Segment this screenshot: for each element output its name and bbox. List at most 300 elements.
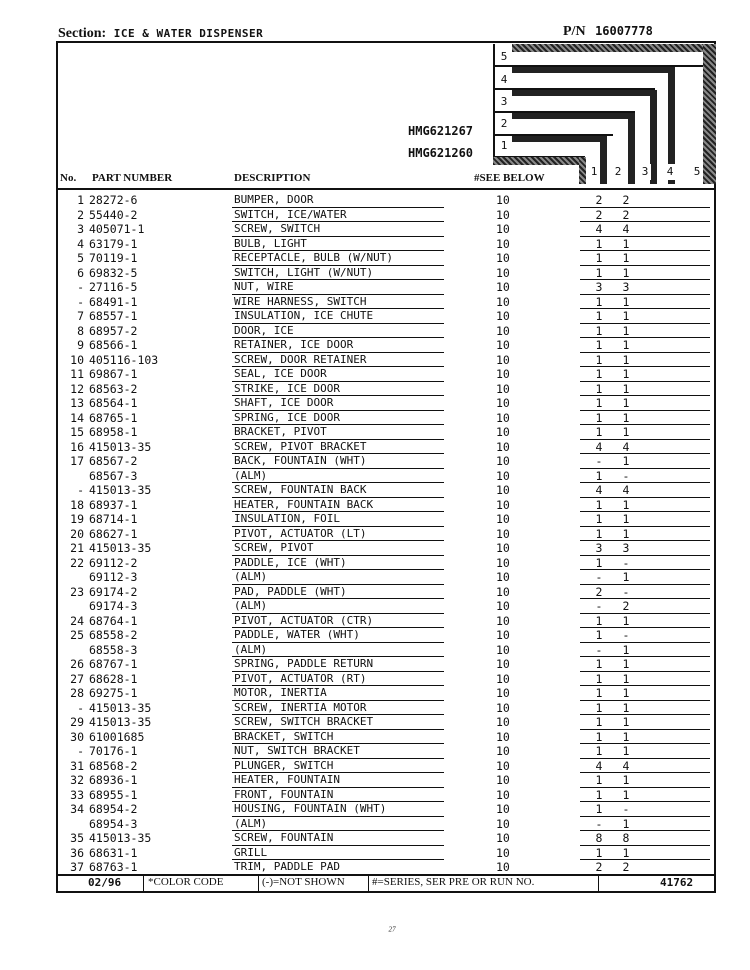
description: WIRE HARNESS, SWITCH	[234, 294, 367, 308]
step-1: 1	[497, 138, 511, 154]
table-row	[56, 860, 716, 875]
col-description: DESCRIPTION	[234, 172, 311, 184]
table-row	[56, 817, 716, 832]
qty-model-2: 1	[622, 323, 630, 338]
series-ref: 10	[496, 497, 510, 512]
part-number: 69112-3	[89, 570, 138, 584]
item-number: 21	[70, 541, 84, 555]
item-number: 15	[70, 425, 84, 439]
qty-model-2: 4	[622, 222, 630, 236]
item-number: 35	[70, 831, 84, 845]
qty-model-1: 4	[595, 758, 603, 773]
series-ref: 10	[496, 628, 510, 642]
description: PIVOT, ACTUATOR (LT)	[234, 526, 367, 540]
part-number: 68567-3	[89, 468, 138, 483]
description: DOOR, ICE	[234, 323, 294, 337]
series-ref: 10	[496, 236, 510, 251]
item-number: 22	[70, 555, 84, 570]
qty-model-1: 4	[595, 439, 603, 454]
qty-model-2: 1	[622, 715, 630, 729]
series-ref: 10	[496, 410, 510, 425]
item-number: 17	[70, 454, 84, 468]
series-ref: 10	[496, 671, 510, 686]
series-ref: 10	[496, 599, 510, 613]
item-number: 24	[70, 613, 84, 628]
qty-model-2: 1	[622, 671, 630, 686]
description: GRILL	[234, 845, 268, 859]
item-number: 1	[77, 193, 84, 207]
qty-model-2: 1	[622, 236, 630, 251]
description: SCREW, SWITCH	[234, 222, 321, 235]
qty-model-1: 1	[595, 526, 603, 541]
table-row	[56, 237, 716, 252]
item-number: 34	[70, 802, 84, 816]
table-row	[56, 744, 716, 759]
table-row	[56, 585, 716, 600]
description: HEATER, FOUNTAIN BACK	[234, 497, 374, 511]
part-number: 55440-2	[89, 207, 138, 222]
qty-model-1: 8	[595, 831, 603, 845]
part-number: 405116-103	[89, 352, 159, 367]
qty-model-1: 1	[595, 628, 603, 642]
table-row	[56, 570, 716, 585]
item-number: 32	[70, 773, 84, 787]
qty-model-2: 1	[622, 425, 630, 439]
qty-model-1: 1	[595, 512, 603, 526]
description: PADDLE, ICE (WHT)	[234, 555, 347, 569]
series-ref: 10	[496, 613, 510, 628]
item-number: 10	[70, 352, 84, 367]
part-number: 68937-1	[89, 497, 138, 512]
table-row	[56, 730, 716, 745]
description: FRONT, FOUNTAIN	[234, 787, 334, 801]
item-number: 9	[77, 338, 84, 352]
part-number: 69832-5	[89, 265, 138, 280]
pn-label: P/N	[563, 24, 586, 39]
qty-model-2: -	[622, 468, 630, 483]
description: SPRING, PADDLE RETURN	[234, 657, 374, 670]
qty-model-1: 1	[595, 396, 603, 410]
qty-model-2: 1	[622, 381, 630, 396]
series-ref: 10	[496, 729, 510, 744]
part-number: 61001685	[89, 729, 145, 744]
series-ref: 10	[496, 831, 510, 845]
series-ref: 10	[496, 787, 510, 802]
description: INSULATION, ICE CHUTE	[234, 309, 374, 322]
qty-model-1: 2	[595, 207, 603, 222]
part-number: 69112-2	[89, 555, 138, 570]
col-no: No.	[60, 172, 77, 184]
description: RETAINER, ICE DOOR	[234, 338, 354, 351]
item-number: 13	[70, 396, 84, 410]
part-number: 68936-1	[89, 773, 138, 787]
table-row	[56, 382, 716, 397]
qty-model-2: 1	[622, 686, 630, 700]
qty-model-1: 3	[595, 541, 603, 555]
series-ref: 10	[496, 425, 510, 439]
qty-model-1: 2	[595, 584, 603, 599]
part-number: 27116-5	[89, 280, 138, 294]
item-number: 16	[70, 439, 84, 454]
table-row	[56, 208, 716, 223]
part-number: 68714-1	[89, 512, 138, 526]
qty-model-2: 1	[622, 570, 630, 584]
qty-model-1: 1	[595, 468, 603, 483]
qty-model-2: 2	[622, 599, 630, 613]
qty-model-1: -	[595, 642, 603, 657]
table-row	[56, 411, 716, 426]
qty-model-2: 2	[622, 207, 630, 222]
table-row	[56, 657, 716, 672]
item-number: 25	[70, 628, 84, 642]
qty-model-2: 8	[622, 831, 630, 845]
item-number: 3	[77, 222, 84, 236]
series-ref: 10	[496, 541, 510, 555]
series-ref: 10	[496, 454, 510, 468]
description: SWITCH, ICE/WATER	[234, 207, 347, 221]
part-number: 415013-35	[89, 541, 152, 555]
table-row	[56, 846, 716, 861]
qty-model-2: -	[622, 584, 630, 599]
description: (ALM)	[234, 642, 268, 656]
item-number: 11	[70, 367, 84, 381]
part-number: 68767-1	[89, 657, 138, 671]
section-label: Section:	[58, 26, 107, 41]
table-row	[56, 541, 716, 556]
table-row	[56, 773, 716, 788]
description: SCREW, DOOR RETAINER	[234, 352, 367, 366]
series-ref: 10	[496, 381, 510, 396]
item-number: 2	[77, 207, 84, 222]
description: SCREW, PIVOT BRACKET	[234, 439, 367, 453]
model-number-1: HMG621267	[408, 124, 474, 138]
series-ref: 10	[496, 526, 510, 541]
series-ref: 10	[496, 555, 510, 570]
item-number: -	[77, 483, 84, 497]
table-row	[56, 454, 716, 469]
description: PIVOT, ACTUATOR (CTR)	[234, 613, 374, 627]
qty-model-1: 1	[595, 236, 603, 251]
qty-model-2: 2	[622, 860, 630, 874]
qty-model-1: 1	[595, 657, 603, 671]
table-row	[56, 686, 716, 701]
part-number: 69174-2	[89, 584, 138, 599]
qty-model-1: 1	[595, 715, 603, 729]
description: SEAL, ICE DOOR	[234, 367, 327, 380]
series-ref: 10	[496, 816, 510, 831]
description: INSULATION, FOIL	[234, 512, 340, 525]
part-number: 63179-1	[89, 236, 138, 251]
footer-series-note: #=SERIES, SER PRE OR RUN NO.	[372, 876, 535, 888]
item-number: 7	[77, 309, 84, 323]
pn-value: 16007778	[595, 24, 653, 38]
item-number: 23	[70, 584, 84, 599]
col-see-below: #SEE BELOW	[474, 172, 545, 184]
item-number: 5	[77, 251, 84, 265]
qty-model-1: -	[595, 816, 603, 831]
qty-model-1: 1	[595, 367, 603, 381]
part-number: 68631-1	[89, 845, 138, 860]
qty-model-2: 1	[622, 367, 630, 381]
part-number: 69174-3	[89, 599, 138, 613]
qty-model-1: 1	[595, 323, 603, 338]
series-ref: 10	[496, 280, 510, 294]
series-ref: 10	[496, 642, 510, 657]
description: STRIKE, ICE DOOR	[234, 381, 340, 395]
table-row	[56, 266, 716, 281]
column-header-row	[0, 0, 750, 200]
step-2: 2	[497, 116, 511, 132]
part-number: 68558-3	[89, 642, 138, 657]
table-row	[56, 309, 716, 324]
part-number: 68763-1	[89, 860, 138, 874]
col-1: 1	[588, 164, 600, 180]
item-number: 27	[70, 671, 84, 686]
part-number: 68954-2	[89, 802, 138, 816]
table-row	[56, 295, 716, 310]
table-row	[56, 527, 716, 542]
qty-model-2: 1	[622, 845, 630, 860]
series-ref: 10	[496, 367, 510, 381]
series-ref: 10	[496, 265, 510, 280]
description: BRACKET, PIVOT	[234, 425, 327, 438]
table-row	[56, 701, 716, 716]
description: SPRING, ICE DOOR	[234, 410, 340, 424]
part-number: 69867-1	[89, 367, 138, 381]
table-row	[56, 469, 716, 484]
part-number: 68628-1	[89, 671, 138, 686]
table-row	[56, 556, 716, 571]
qty-model-2: 4	[622, 439, 630, 454]
item-number: 30	[70, 729, 84, 744]
qty-model-1: -	[595, 454, 603, 468]
item-number: 4	[77, 236, 84, 251]
qty-model-2: 4	[622, 758, 630, 773]
qty-model-1: 1	[595, 251, 603, 265]
qty-model-2: 1	[622, 787, 630, 802]
description: MOTOR, INERTIA	[234, 686, 327, 699]
step-5: 5	[497, 49, 511, 65]
part-number: 405071-1	[89, 222, 145, 236]
description: (ALM)	[234, 599, 268, 612]
qty-model-1: 2	[595, 860, 603, 874]
qty-model-1: 1	[595, 294, 603, 309]
qty-model-1: 1	[595, 352, 603, 367]
item-number: 37	[70, 860, 84, 874]
qty-model-2: 1	[622, 642, 630, 657]
item-number: 36	[70, 845, 84, 860]
part-number: 415013-35	[89, 700, 152, 715]
qty-model-1: 4	[595, 483, 603, 497]
item-number: -	[77, 700, 84, 715]
part-number: 68955-1	[89, 787, 138, 802]
table-row	[56, 498, 716, 513]
series-ref: 10	[496, 715, 510, 729]
qty-model-2: 1	[622, 352, 630, 367]
series-ref: 10	[496, 860, 510, 874]
item-number: 6	[77, 265, 84, 280]
series-ref: 10	[496, 512, 510, 526]
qty-model-1: 1	[595, 381, 603, 396]
table-row	[56, 193, 716, 208]
item-number: 19	[70, 512, 84, 526]
footer-doc-number: 41762	[660, 876, 694, 889]
qty-model-2: 1	[622, 497, 630, 512]
part-number: 415013-35	[89, 439, 152, 454]
table-row	[56, 715, 716, 730]
series-ref: 10	[496, 207, 510, 222]
description: SWITCH, LIGHT (W/NUT)	[234, 265, 374, 279]
series-ref: 10	[496, 758, 510, 773]
description: HEATER, FOUNTAIN	[234, 773, 340, 786]
qty-model-2: 1	[622, 454, 630, 468]
col-part-number: PART NUMBER	[92, 172, 173, 184]
step-4: 4	[497, 72, 511, 88]
part-number: 68958-1	[89, 425, 138, 439]
qty-model-1: 1	[595, 425, 603, 439]
qty-model-2: 1	[622, 700, 630, 715]
series-ref: 10	[496, 468, 510, 483]
description: BRACKET, SWITCH	[234, 729, 334, 743]
part-number: 68566-1	[89, 338, 138, 352]
table-row	[56, 367, 716, 382]
qty-model-1: 1	[595, 700, 603, 715]
footer-color-code: *COLOR CODE	[148, 876, 224, 888]
qty-model-2: 1	[622, 526, 630, 541]
parts-list	[56, 193, 716, 875]
description: PADDLE, WATER (WHT)	[234, 628, 360, 641]
part-number: 415013-35	[89, 715, 152, 729]
table-row	[56, 599, 716, 614]
table-row	[56, 353, 716, 368]
series-ref: 10	[496, 251, 510, 265]
qty-model-2: 1	[622, 410, 630, 425]
table-row	[56, 614, 716, 629]
part-number: 68627-1	[89, 526, 138, 541]
description: NUT, SWITCH BRACKET	[234, 744, 360, 757]
item-number: -	[77, 744, 84, 758]
description: TRIM, PADDLE PAD	[234, 860, 340, 873]
qty-model-1: -	[595, 570, 603, 584]
table-row	[56, 338, 716, 353]
part-number: 68764-1	[89, 613, 138, 628]
part-number: 68563-2	[89, 381, 138, 396]
series-ref: 10	[496, 845, 510, 860]
table-row	[56, 280, 716, 295]
qty-model-1: 1	[595, 744, 603, 758]
section-value: ICE & WATER DISPENSER	[113, 27, 264, 40]
description: RECEPTACLE, BULB (W/NUT)	[234, 251, 393, 264]
col-2: 2	[612, 164, 624, 180]
part-number: 68564-1	[89, 396, 138, 410]
table-row	[56, 483, 716, 498]
qty-model-2: 1	[622, 512, 630, 526]
part-number: 68567-2	[89, 454, 138, 468]
part-number: 68491-1	[89, 294, 138, 309]
qty-model-1: 1	[595, 729, 603, 744]
item-number: 26	[70, 657, 84, 671]
description: (ALM)	[234, 570, 268, 583]
series-ref: 10	[496, 222, 510, 236]
qty-model-2: 3	[622, 280, 630, 294]
qty-model-1: 1	[595, 309, 603, 323]
table-row	[56, 425, 716, 440]
qty-model-2: -	[622, 628, 630, 642]
item-number: 8	[77, 323, 84, 338]
qty-model-2: 1	[622, 294, 630, 309]
series-ref: 10	[496, 396, 510, 410]
part-number: 68557-1	[89, 309, 138, 323]
part-number: 415013-35	[89, 831, 152, 845]
series-ref: 10	[496, 657, 510, 671]
description: PIVOT, ACTUATOR (RT)	[234, 671, 367, 685]
col-5: 5	[691, 164, 703, 180]
qty-model-1: 1	[595, 686, 603, 700]
series-ref: 10	[496, 323, 510, 338]
description: PLUNGER, SWITCH	[234, 758, 334, 772]
footer-date: 02/96	[88, 876, 122, 889]
step-3: 3	[497, 94, 511, 110]
qty-model-1: 1	[595, 845, 603, 860]
description: SCREW, INERTIA MOTOR	[234, 700, 367, 714]
qty-model-1: 1	[595, 497, 603, 512]
item-number: 12	[70, 381, 84, 396]
description: BULB, LIGHT	[234, 236, 307, 250]
table-row	[56, 396, 716, 411]
qty-model-2: 4	[622, 483, 630, 497]
description: BUMPER, DOOR	[234, 193, 314, 206]
table-row	[56, 643, 716, 658]
qty-model-2: -	[622, 802, 630, 816]
series-ref: 10	[496, 744, 510, 758]
qty-model-2: 1	[622, 251, 630, 265]
table-row	[56, 512, 716, 527]
part-number: 69275-1	[89, 686, 138, 700]
qty-model-1: 1	[595, 773, 603, 787]
table-row	[56, 440, 716, 455]
part-number: 70176-1	[89, 744, 138, 758]
qty-model-2: 3	[622, 541, 630, 555]
description: NUT, WIRE	[234, 280, 294, 293]
description: SHAFT, ICE DOOR	[234, 396, 334, 409]
series-ref: 10	[496, 338, 510, 352]
part-number: 28272-6	[89, 193, 138, 207]
series-ref: 10	[496, 193, 510, 207]
qty-model-1: 1	[595, 613, 603, 628]
table-row	[56, 802, 716, 817]
part-number: 68568-2	[89, 758, 138, 773]
model-number-2: HMG621260	[408, 146, 474, 160]
qty-model-1: 1	[595, 265, 603, 280]
part-number: 415013-35	[89, 483, 152, 497]
qty-model-1: 1	[595, 338, 603, 352]
qty-model-1: 2	[595, 193, 603, 207]
page-mark: ₂₇	[388, 918, 397, 932]
qty-model-2: 1	[622, 816, 630, 831]
qty-model-2: 1	[622, 613, 630, 628]
table-row	[56, 628, 716, 643]
item-number: 28	[70, 686, 84, 700]
description: SCREW, PIVOT	[234, 541, 314, 554]
qty-model-2: 1	[622, 396, 630, 410]
item-number: 14	[70, 410, 84, 425]
table-row	[56, 222, 716, 237]
table-row	[56, 788, 716, 803]
qty-model-1: 1	[595, 802, 603, 816]
qty-model-1: 1	[595, 787, 603, 802]
series-ref: 10	[496, 483, 510, 497]
qty-model-2: 1	[622, 338, 630, 352]
